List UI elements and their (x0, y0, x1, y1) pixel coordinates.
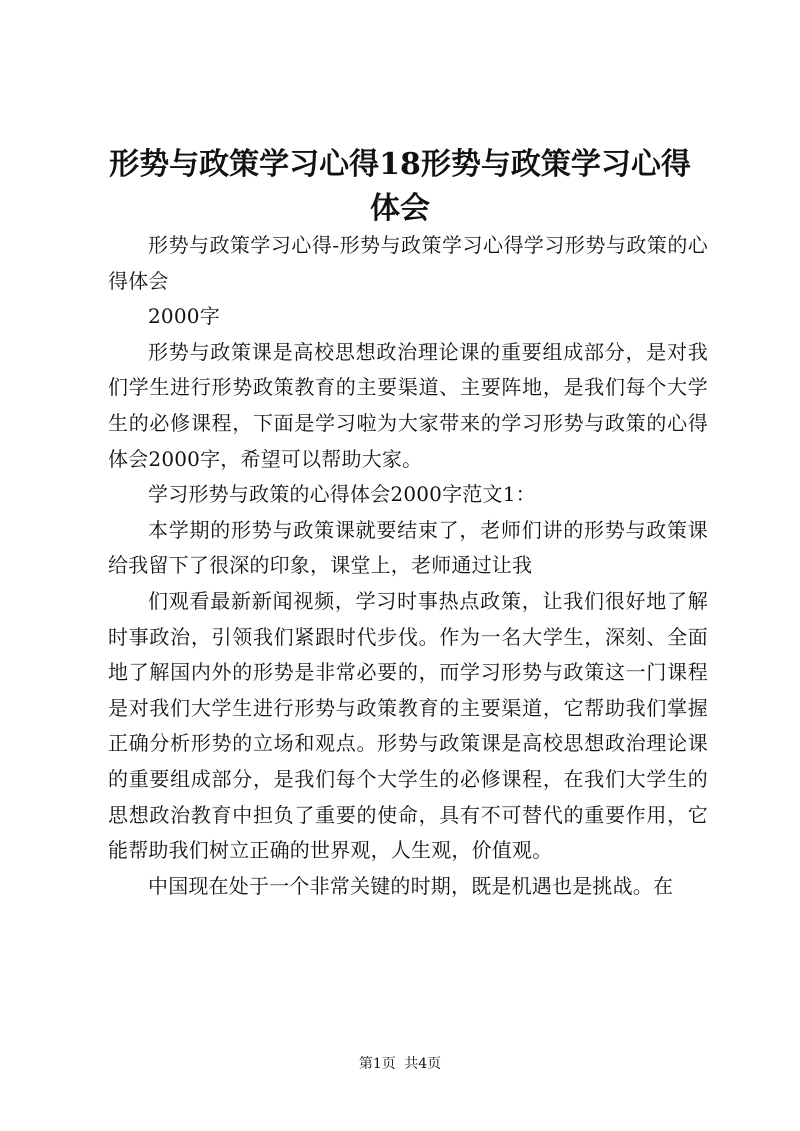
paragraph-body-1: 本学期的形势与政策课就要结束了，老师们讲的形势与政策课给我留下了很深的印象，课堂上，老师通过让我 (108, 517, 708, 578)
document-title (100, 143, 700, 231)
paragraph-body-3: 中国现在处于一个非常关键的时期，既是机遇也是挑战。在 (148, 873, 674, 898)
title-line-2: 体会 (370, 191, 430, 226)
paragraph-overview: 形势与政策课是高校思想政治理论课的重要组成部分，是对我们学生进行形势政策教育的主要渠道、主要阵地，是我们每个大学生的必修课程，下面是学习啦为大家带来的学习形势与政策的心得体会2000字，希望可以帮助大家。 (108, 339, 708, 471)
paragraph-word-count: 2000字 (148, 304, 220, 329)
paragraph-sample-heading: 学习形势与政策的心得体会2000字范文1： (148, 482, 536, 507)
page-total: 共4页 (404, 1056, 442, 1072)
page-footer (0, 1054, 800, 1074)
page-number: 第1页 (358, 1056, 396, 1072)
paragraph-intro: 形势与政策学习心得-形势与政策学习心得学习形势与政策的心得体会 (108, 233, 708, 293)
document-body (108, 228, 708, 904)
paragraph-body-2: 们观看最新新闻视频，学习时事热点政策，让我们很好地了解时事政治，引领我们紧跟时代步伐。作为一名大学生，深刻、全面地了解国内外的形势是非常必要的，而学习形势与政策这一门课程是对我们大学生进行形势与政策教育的主要渠道，它帮助我们掌握正确分析形势的立场和观点。形势与政策课是高校思想政治理论课的重要组成部分，是我们每个大学生的必修课程，在我们大学生的思想政治教育中担负了重要的使命，具有不可替代的重要作用，它能帮助我们树立正确的世界观，人生观，价值观。 (108, 588, 708, 863)
title-line-1: 形势与政策学习心得18形势与政策学习心得 (109, 147, 691, 182)
